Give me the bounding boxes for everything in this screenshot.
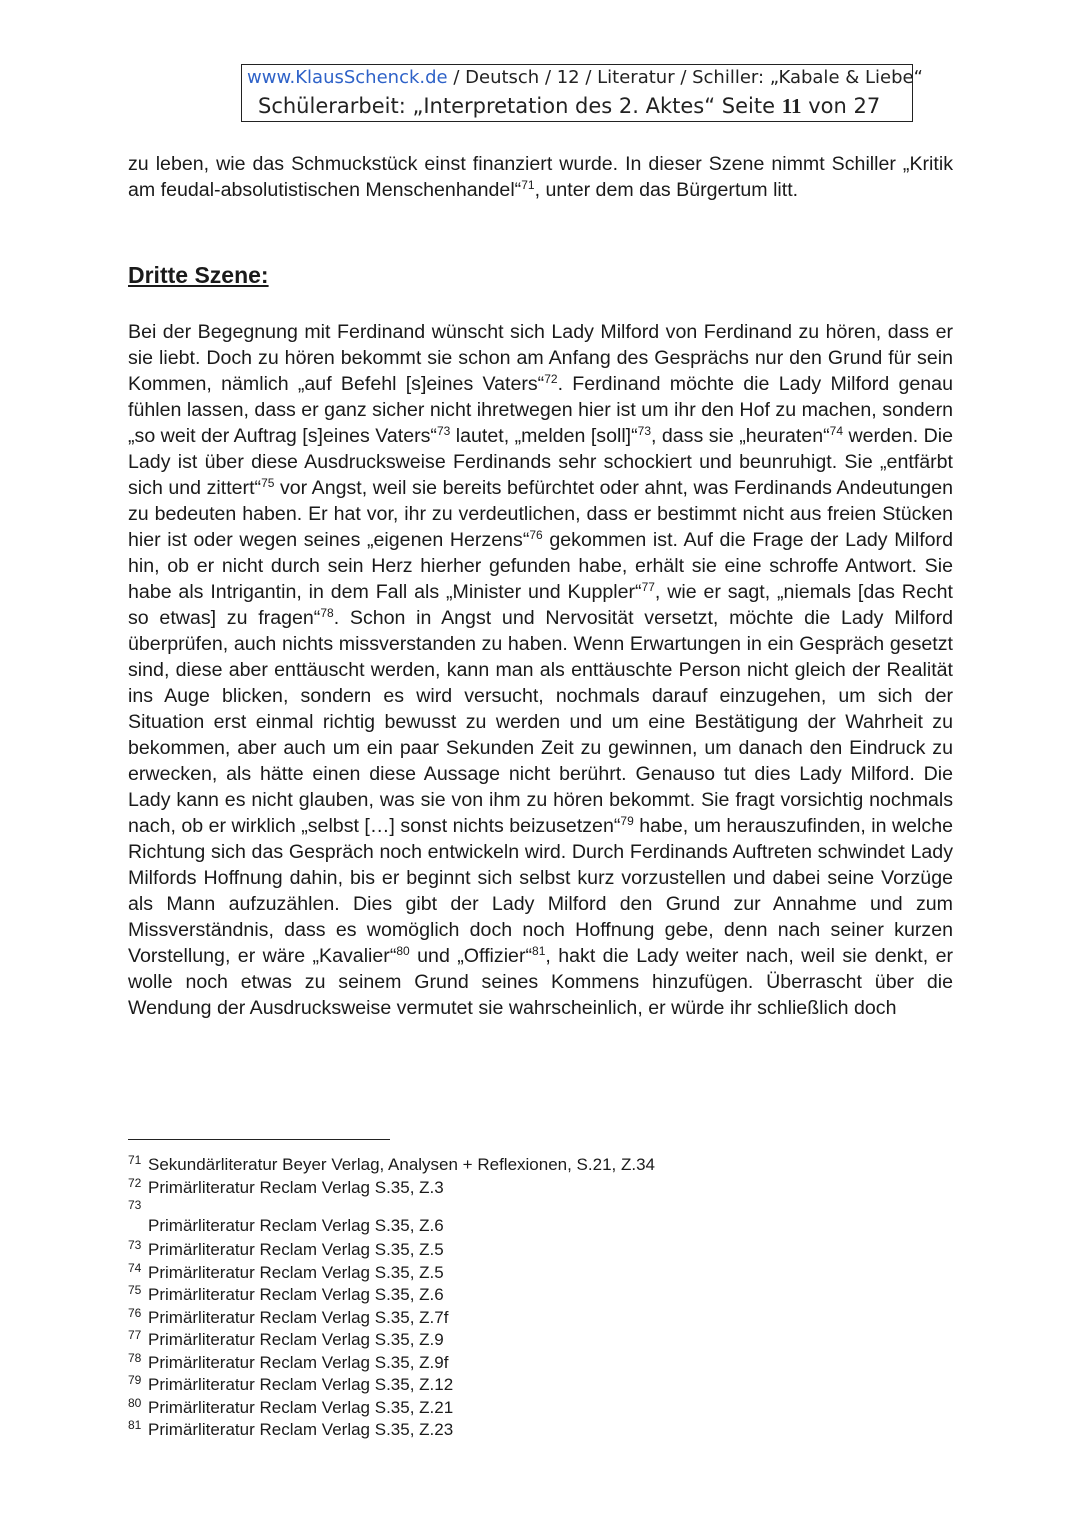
footnote [128, 1261, 655, 1284]
footnote-text: Primärliteratur Reclam Verlag S.35, Z.12 [148, 1375, 454, 1394]
page-header [241, 64, 923, 122]
footnote-ref: 71 [521, 178, 535, 192]
page-number-total: von 27 [801, 94, 881, 118]
body-text: habe, um herauszufinden, in welche Richtung sich das Gespräch noch entwickeln wird. Durch Ferdinands Auftreten schwindet Lady Milfords Hoffnung dahin, bis er beginnt sich selbst kurz vorzustellen und dabei seine Vorzüge als Mann aufzuzählen. Dies gibt der Lady Milford den Grund zur Annahme und zum Missverständnis, dass es womöglich doch noch Hoffnung gebe, denn nach seiner kurzen Vorstellung, er wäre „Kavalier“ [128, 815, 953, 967]
footnote-text: Primärliteratur Reclam Verlag S.35, Z.9f [148, 1352, 449, 1372]
footnote-ref: 73 [637, 424, 651, 438]
footnote-ref: 77 [641, 580, 655, 594]
section-heading: Dritte Szene: [128, 262, 269, 288]
body-text: lautet, „melden [soll]“ [450, 425, 638, 447]
header-subtitle-text: Schülerarbeit: „Interpretation des 2. Aktes“ Seite [258, 94, 782, 118]
footnote [128, 1283, 655, 1306]
footnote-number: 71 [128, 1153, 142, 1167]
site-link[interactable]: www.KlausSchenck.de [247, 67, 448, 88]
footnote [128, 1328, 655, 1351]
body-text: vor Angst, weil sie bereits befürchtet oder ahnt, was Ferdinands Andeutungen zu bedeuten haben. Er hat vor, ihr zu verdeutlichen, dass er bestimmt nicht aus freien Stücken hier ist oder wegen seines „eigenen Herzens“ [128, 477, 953, 551]
footnote-number: 77 [128, 1328, 142, 1342]
footnote-ref: 75 [261, 476, 275, 490]
footnote-number: 72 [128, 1175, 142, 1190]
header-breadcrumb: / Deutsch / 12 / Literatur / Schiller: „Kabale & Liebe“ [447, 67, 923, 88]
footnote-text: Primärliteratur Reclam Verlag S.35, Z.3 [148, 1177, 444, 1197]
intro-text: zu leben, wie das Schmuckstück einst finanziert wurde. In dieser Szene nimmt Schiller „Kritik am feudal-absolutistischen Menschenhandel“ [128, 153, 953, 201]
footnote [128, 1373, 655, 1396]
footnote-ref: 73 [436, 424, 451, 438]
body-text: . Schon in Angst und Nervosität versetzt, möchte die Lady Milford überprüfen, auch nichts missverstanden zu haben. Wenn Erwartungen in ein Gespräch gesetzt sind, diese aber enttäuscht werden, kann man als enttäuschte Person nicht gleich der Realität ins Auge blicken, sondern es wird versucht, nochmals darauf einzugehen, um sich der Situation erst einmal richtig bewusst zu werden und um eine Bestätigung der Wahrheit zu bekommen, aber auch um ein paar Sekunden Zeit zu gewinnen, um danach den Eindruck zu erwecken, als hätte einen diese Aussage nicht berührt. Genauso tut dies Lady Milford. Die Lady kann es nicht glauben, was sie von ihm zu hören bekommt. Sie fragt vorsichtig nochmals nach, ob er wirklich „selbst […] sonst nichts beizusetzen“ [128, 607, 953, 837]
body-text: und „Offizier“ [409, 945, 533, 967]
footnote-text: Primärliteratur Reclam Verlag S.35, Z.23 [148, 1420, 454, 1439]
footnote [128, 1238, 655, 1261]
footnote-ref: 74 [829, 424, 843, 438]
footnote-number: 74 [128, 1260, 142, 1275]
footnote-ref: 79 [620, 814, 634, 828]
body-text: . Ferdinand möchte die Lady Milford genau fühlen lassen, dass er ganz sicher nicht ihretwegen hier ist um ihr den Hof zu machen, sondern „so weit der Auftrag [s]eines Vaters“ [128, 373, 953, 447]
footnote-number: 79 [128, 1373, 142, 1387]
footnote-number: 78 [128, 1350, 142, 1365]
page-number-current: 11 [781, 94, 802, 118]
footnote-number: 73 [128, 1198, 142, 1212]
body-text: Bei der Begegnung mit Ferdinand wünscht sich Lady Milford von Ferdinand zu hören, dass er sie liebt. Doch zu hören bekommt sie schon am Anfang des Gesprächs nur den Grund für sein Kommen, nämlich „auf Befehl [s]eines Vaters“ [128, 321, 953, 395]
footnotes-list [128, 1153, 655, 1441]
body-text: , dass sie „heuraten“ [651, 425, 830, 447]
footnote [128, 1396, 655, 1419]
footnote-number: 80 [128, 1395, 142, 1410]
footnote [128, 1153, 655, 1176]
footnote-text: Primärliteratur Reclam Verlag S.35, Z.5 [148, 1262, 444, 1282]
footnote-separator [128, 1139, 390, 1140]
footnote-number: 76 [128, 1305, 142, 1320]
footnote [128, 1198, 655, 1238]
footnote-text: Primärliteratur Reclam Verlag S.35, Z.21 [148, 1397, 454, 1417]
footnote-text: Primärliteratur Reclam Verlag S.35, Z.6 [148, 1285, 444, 1304]
body-text: werden. Die Lady ist über diese Ausdrucksweise Ferdinands sehr schockiert und beunruhigt. Sie „entfärbt sich und zittert“ [128, 425, 954, 499]
body-text: , wie er sagt, „niemals [das Recht so etwas] zu fragen“ [128, 581, 953, 629]
footnote-number: 81 [128, 1418, 142, 1432]
footnote-ref: 76 [529, 528, 543, 542]
footnote-ref: 81 [532, 944, 546, 958]
intro-paragraph [128, 151, 953, 203]
footnote-text: Primärliteratur Reclam Verlag S.35, Z.9 [148, 1330, 444, 1349]
footnote-ref: 72 [544, 372, 558, 386]
body-text: gekommen ist. Auf die Frage der Lady Milford hin, ob er nicht durch sein Herz hierher gefunden habe, erhält sie eine schroffe Antwort. Sie habe als Intrigantin, in dem Fall als „Minister und Kuppler“ [128, 529, 953, 603]
body-text: , hakt die Lady weiter nach, weil sie denkt, er wolle noch etwas zu seinem Grund seines Kommens hinzufügen. Überrascht über die Wendung der Ausdrucksweise vermutet sie wahrscheinlich, er würde ihr schließlich doch [128, 945, 954, 1019]
header-breadcrumb-line [247, 67, 923, 88]
footnote-ref: 80 [396, 944, 410, 958]
footnote-text: Primärliteratur Reclam Verlag S.35, Z.7f [148, 1307, 449, 1327]
header-subtitle [258, 94, 880, 119]
footnote-number: 73 [128, 1238, 142, 1252]
footnote-text: Primärliteratur Reclam Verlag S.35, Z.5 [148, 1240, 444, 1259]
footnote-number: 75 [128, 1283, 142, 1297]
footnote [128, 1176, 655, 1199]
footnote [128, 1418, 655, 1441]
intro-text: , unter dem das Bürgertum litt. [534, 179, 799, 201]
footnote-text: Sekundärliteratur Beyer Verlag, Analysen + Reflexionen, S.21, Z.34 [148, 1155, 655, 1174]
footnote-text: Primärliteratur Reclam Verlag S.35, Z.6 [148, 1216, 444, 1235]
body-paragraph [128, 319, 953, 1021]
footnote [128, 1306, 655, 1329]
footnote [128, 1351, 655, 1374]
footnote-ref: 78 [320, 606, 334, 620]
